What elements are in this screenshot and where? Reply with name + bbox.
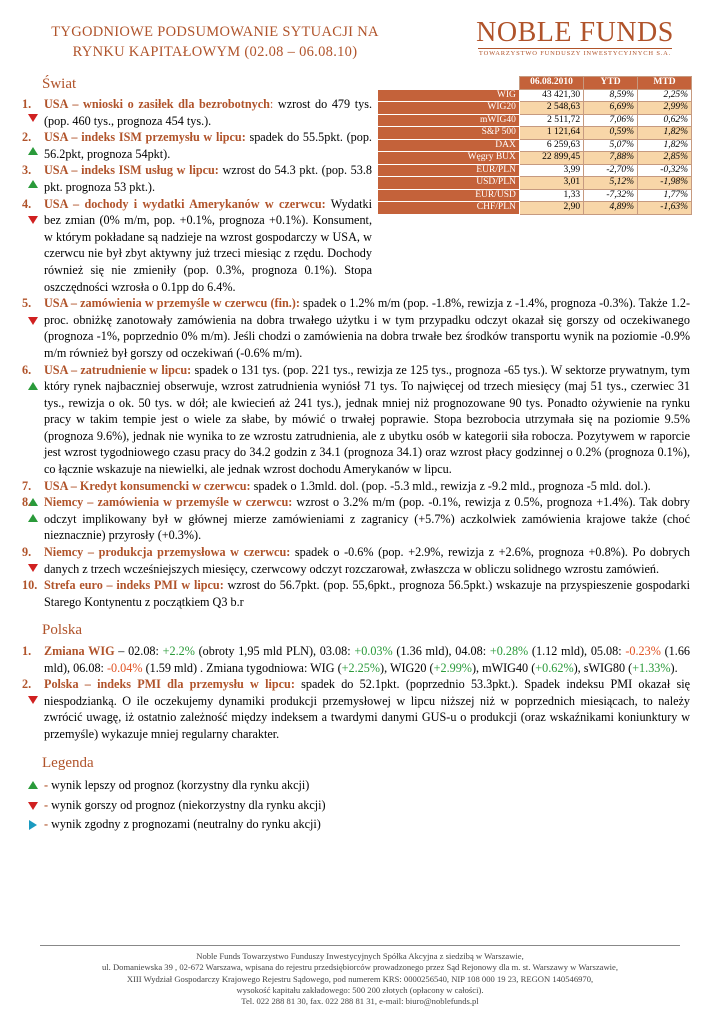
row-ytd: 6,69% [584, 102, 638, 115]
section-heading-poland: Polska [42, 622, 83, 639]
item-number: 1. [22, 644, 32, 658]
row-mtd: -1,98% [638, 177, 692, 190]
item-heading: USA – zatrudnienie w lipcu: [44, 362, 192, 377]
item-text: ), sWIG80 ( [573, 660, 633, 675]
row-mtd: 1,77% [638, 189, 692, 202]
item-number: 1. [22, 97, 32, 111]
footer-line: ul. Domaniewska 39 , 02-672 Warszawa, wpisana do rejestru przedsiębiorców prowadzonego przez Sąd Rejonowy dla m. st. Warszawy w Warszawie, [101, 962, 619, 973]
red-down-triangle-icon [28, 564, 38, 572]
item-heading: Niemcy – produkcja przemysłowa w czerwcu: [44, 545, 291, 560]
red-down-triangle-icon [28, 216, 38, 224]
item-heading: USA – zamówienia w przemyśle w czerwcu (fin.): [44, 296, 300, 311]
legend-dash: - [44, 817, 52, 832]
item-text: spadek o 1.2% m/m (pop. -1.8%, rewizja z -1.4%, prognoza -0.3%). Także 1.2-proc. obniżkę zanotowały zamówienia na dobra trwałego użytku i w tym przypadku odczyt okazał się gorszy od oczekiwanego (prognoza -1%, poprzednio 0% m/m). Jeśli chodzi o zamówienia na dobra trwałe bez środków transportu wynik na poziomie -0.9% m/m również był gorszy od oczekiwań (-0.6% m/m). [44, 296, 690, 360]
legend-dash: - [44, 778, 52, 793]
red-down-triangle-icon [28, 317, 38, 325]
row-value: 6 259,63 [519, 139, 583, 152]
change-value: +2.25% [341, 660, 381, 675]
row-ytd: -2,70% [584, 164, 638, 177]
change-value: -0.04% [106, 660, 143, 675]
item-text: Wydatki bez zmian (0% m/m, pop. +0.1%, prognoza +0.1%). Konsument, w którym pokładane są nadzieje na wzrost gospodarczy w USA, w czerwcu nie był zbyt aktywny już trzeci miesiąc z rzędu. Dochody również się nie zmieniły (pop. 0.3%, prognoza 0.1%). Stopa oszczędności wzrosła o 0.1pp do 6.4%. [44, 196, 372, 294]
section-heading-world: Świat [42, 76, 77, 92]
list-item [22, 162, 372, 195]
row-value: 3,99 [519, 164, 583, 177]
item-heading: USA – dochody i wydatki Amerykanów w czerwcu: [44, 196, 326, 211]
row-value: 2,90 [519, 202, 583, 215]
list-item [22, 676, 690, 742]
list-item [22, 478, 690, 495]
list-item [22, 96, 372, 129]
row-ytd: 8,59% [584, 89, 638, 102]
list-item [22, 577, 690, 610]
row-name: Węgry BUX [378, 152, 520, 165]
item-text: – 02.08: [114, 644, 163, 658]
report-body [22, 96, 690, 836]
item-text: ). [670, 660, 678, 675]
row-name: S&P 500 [378, 127, 520, 140]
item-number: 10. [22, 578, 38, 593]
logo-sub-text: TOWARZYSTWO FUNDUSZY INWESTYCYJNYCH S.A. [478, 50, 672, 57]
item-text: ), mWIG40 ( [471, 660, 536, 675]
legend-item [22, 816, 690, 833]
row-mtd: 2,25% [638, 89, 692, 102]
legend-item [22, 777, 690, 794]
item-heading: USA – wnioski o zasiłek dla bezrobotnych [44, 97, 270, 111]
change-value: +2.99% [433, 660, 472, 675]
list-item [22, 129, 372, 162]
list-item [22, 544, 690, 577]
item-heading: Polska – indeks PMI dla przemysłu w lipcu: [44, 677, 295, 692]
row-ytd: 4,89% [584, 202, 638, 215]
title-line-2: RYNKU KAPITAŁOWYM (02.08 – 06.08.10) [72, 44, 358, 60]
item-text: spadek do 52.1pkt. (poprzednio 53.3pkt.). Spadek indeksu PMI okazał się niespodzianką. O ile oczekujemy dynamiki produkcji przemysłowej w lipcu niższej niż w poprzednich miesiącach, to należy zwrócić uwagę, iż ostatnio zależność między indeksem a twardymi danymi GUS-u o produkcji (oraz wskaźnikami koniunktury w przemyśle) wykazuje mniej regularny charakter. [44, 677, 690, 741]
blue-right-triangle-icon [29, 820, 37, 830]
item-number: 5. [22, 296, 32, 311]
item-text: wzrost do 479 tys. (pop. 460 tys., prognoza 454 tys.). [44, 97, 372, 128]
item-number: 2. [22, 130, 32, 145]
title-line-1: TYGODNIOWE PODSUMOWANIE SYTUACJI NA [51, 24, 379, 40]
row-value: 22 899,45 [519, 152, 583, 165]
item-heading: Zmiana WIG [44, 644, 115, 658]
row-ytd: 7,88% [584, 152, 638, 165]
item-separator: : [269, 97, 274, 111]
change-value: +2.2% [162, 644, 195, 658]
table-header-row [378, 77, 692, 90]
list-item [22, 494, 690, 544]
section-heading-legend: Legenda [42, 754, 94, 771]
red-down-triangle-icon [28, 114, 38, 122]
row-mtd: 2,99% [638, 102, 692, 115]
item-number: 3. [22, 163, 32, 178]
footer-line: Noble Funds Towarzystwo Funduszy Inwestycyjnych Spółka Akcyjna z siedzibą w Warszawie, [196, 951, 524, 961]
list-item [22, 196, 690, 296]
row-ytd: 0,59% [584, 127, 638, 140]
row-name: USD/PLN [378, 177, 520, 190]
footer-line: wysokość kapitału zakładowego: 500 200 złotych (opłacony w całości). [236, 984, 484, 995]
row-mtd: 0,62% [638, 114, 692, 127]
green-up-triangle-icon [28, 147, 38, 155]
item-text: ), WIG20 ( [380, 660, 434, 675]
report-title [30, 22, 400, 62]
row-ytd: 5,07% [584, 139, 638, 152]
row-name: WIG [378, 89, 520, 102]
item-text: spadek do 55.5pkt. (pop. 56.2pkt, prognoza 54pkt). [44, 130, 372, 161]
change-value: +0.03% [354, 644, 393, 658]
item-number: 9. [22, 545, 32, 560]
item-text: wzrost do 56.7pkt. (pop. 55,6pkt., prognoza 56.5pkt.) wskazuje na przyspieszenie gospodarki Starego Kontynentu z początkiem Q3 b.r [44, 578, 690, 609]
item-text: (1.36 mld), 04.08: [392, 644, 490, 658]
list-item [22, 362, 690, 478]
row-name: WIG20 [378, 102, 520, 115]
red-down-triangle-icon [28, 696, 38, 704]
item-heading: Niemcy – zamówienia w przemyśle w czerwcu: [44, 495, 293, 510]
noble-funds-logo [470, 18, 680, 57]
item-text: wzrost o 3.2% m/m (pop. -0.1%, rewizja z 0.5%, prognoza +1.4%). Tak dobry odczyt implikowany był w głównej mierze zamówieniami z zagranicy (+5.7%) aczkolwiek zamówienia krajowe także (choć nieznacznie) przyrosły (+0.3%). [44, 495, 690, 543]
row-value: 1,33 [519, 189, 583, 202]
item-text: (1.66 mld), 06.08: [44, 644, 691, 675]
row-mtd: -0,32% [638, 164, 692, 177]
change-value: +0.62% [535, 660, 574, 675]
row-mtd: 2,85% [638, 152, 692, 165]
item-number: 2. [22, 677, 32, 692]
legend-item [22, 797, 690, 814]
row-name: EUR/PLN [378, 164, 520, 177]
item-heading: USA – indeks ISM usług w lipcu: [44, 163, 219, 178]
green-up-triangle-icon [28, 382, 38, 390]
item-number: 6. [22, 362, 32, 377]
row-value: 3,01 [519, 177, 583, 190]
item-text: spadek o -0.6% (pop. +2.9%, rewizja z +2.6%, prognoza +0.8%). Po dobrych danych z trzech wcześniejszych miesięcy, czerwcowy odczyt rozczarował, zwłaszcza w obliczu solidnego wzrostu zamówień. [44, 545, 690, 576]
row-mtd: -1,63% [638, 202, 692, 215]
row-name: mWIG40 [378, 114, 520, 127]
change-value: +0.28% [489, 644, 529, 658]
row-mtd: 1,82% [638, 127, 692, 140]
row-value: 1 121,64 [519, 127, 583, 140]
row-ytd: 7,06% [584, 114, 638, 127]
header-date: 06.08.2010 [519, 77, 583, 90]
item-heading: Strefa euro – indeks PMI w lipcu: [44, 578, 224, 593]
row-name: DAX [378, 139, 520, 152]
item-number: 4. [22, 196, 32, 211]
red-down-triangle-icon [28, 802, 38, 810]
item-text: spadek o 1.3mld. dol. (pop. -5.3 mld., rewizja z -9.2 mld., prognoza -5 mld. dol.). [250, 478, 651, 493]
legend-text: wynik gorszy od prognoz (niekorzystny dla rynku akcji) [51, 797, 326, 812]
row-name: EUR/USD [378, 189, 520, 202]
item-text: (1.12 mld), 05.08: [528, 644, 626, 658]
green-up-triangle-icon [28, 781, 38, 789]
row-mtd: 1,82% [638, 139, 692, 152]
item-heading: USA – Kredyt konsumencki w czerwcu: [44, 478, 251, 493]
item-heading: USA – indeks ISM przemysłu w lipcu: [44, 130, 246, 145]
list-item [22, 295, 690, 361]
row-name: CHF/PLN [378, 202, 520, 215]
list-item [22, 643, 690, 676]
item-number: 8. [22, 495, 32, 510]
item-number: 7. [22, 478, 32, 493]
row-value: 2 511,72 [519, 114, 583, 127]
item-text: (1.59 mld) . Zmiana tygodniowa: WIG ( [142, 660, 342, 675]
logo-main-text: NOBLE FUNDS [476, 17, 674, 48]
row-value: 2 548,63 [519, 102, 583, 115]
green-up-triangle-icon [28, 514, 38, 522]
row-value: 43 421,30 [519, 89, 583, 102]
footer-line: Tel. 022 288 81 30, fax. 022 288 81 31, e-mail: biuro@noblefunds.pl [241, 996, 479, 1007]
item-text: spadek o 131 tys. (pop. 221 tys., rewizja ze 125 tys., prognoza -65 tys.). W sektorze prywatnym, tym który rynek najbaczniej obserwuje, wzrost zatrudnienia wyniósł 71 tys. To najwięcej od trzech miesięcy (maj 51 tys., czerwiec 31 tys., rewizja o ok. 50 tys. w dół; ale kwiecień aż 241 tys.), jednak mniej niż prognozowane 90 tys. Ponadto ożywienie na rynku pracy w takim tempie jest o wiele za słabe, by mówić o trwałej poprawie. Stopa bezrobocia utrzymała się na poziomie 9.5% (prognoza 9.6%), jednak nie wynika to ze wzrostu zatrudnienia, ale z ubytku osób w kategorii siła robocza. Pozytywem w raporcie jest wzrost tygodniowego czasu pracy do 34.2 godzin z 34.1 (prognoza 34.1) oraz wzrost płacy godzinnej o 0.2% (prognoza 0.1%), co łącznie wskazuje na niewielki, ale jednak wzrost dochodu Amerykanów w lipcu. [44, 362, 690, 477]
legend-dash: - [44, 797, 52, 812]
legend-text: wynik zgodny z prognozami (neutralny do rynku akcji) [51, 817, 321, 832]
row-ytd: 5,12% [584, 177, 638, 190]
header-mtd: MTD [638, 77, 692, 90]
green-up-triangle-icon [28, 180, 38, 188]
item-text: (obroty 1,95 mld PLN), 03.08: [194, 644, 355, 658]
change-value: -0.23% [625, 644, 661, 658]
legend-text: wynik lepszy od prognoz (korzystny dla rynku akcji) [51, 778, 310, 793]
footer-line: XIII Wydział Gospodarczy Krajowego Rejestru Sądowego, pod numerem KRS: 0000256540, NIP 108 000 19 23, REGON 140546970, [126, 973, 594, 984]
change-value: +1.33% [632, 660, 671, 675]
item-text: wzrost do 54.3 pkt. (pop. 53.8 pkt. prognoza 53 pkt.). [44, 163, 373, 194]
row-ytd: -7,32% [584, 189, 638, 202]
header-ytd: YTD [584, 77, 638, 90]
page-footer [40, 945, 680, 1007]
